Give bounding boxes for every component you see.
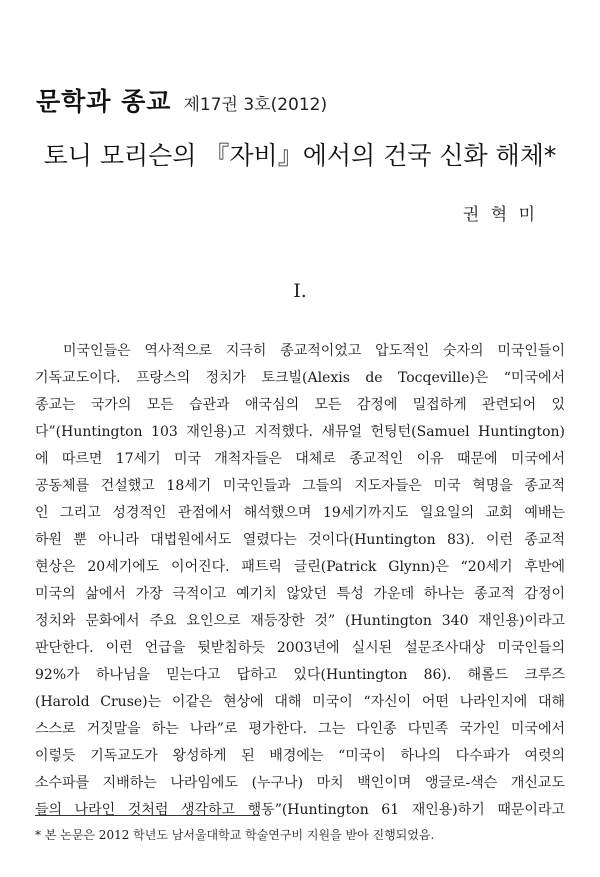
body-line: 들의 나라인 것처럼 생각하고 행동”(Huntington 61 재인용)하기 때문이라고 [35,802,565,818]
article-title: 토니 모리슨의 『자비』에서의 건국 신화 해체* [43,141,557,170]
body-line: 현상은 20세기에도 이어진다. 패트릭 글린(Patrick Glynn)은 “20세기 후반에 [35,559,565,575]
article-author: 권 혁 미 [462,205,538,225]
body-line: 판단한다. 이런 언급을 뒷받침하듯 2003년에 실시된 설문조사대상 미국인들의 [35,640,565,656]
body-line: 스스로 거짓말을 하는 나라”로 평가한다. 그는 다인종 다민족 국가인 미국에서 [35,721,565,737]
journal-name: 문학과 종교 [36,87,172,116]
footnote-divider [35,815,260,816]
body-line: 공동체를 건설했고 18세기 미국인들과 그들의 지도자들은 미국 혁명을 종교적 [35,478,565,494]
body-line: 하원 뿐 아니라 대법원에서도 열렸다는 것이다(Huntington 83). 이런 종교적 [35,532,565,548]
journal-header [36,82,327,118]
body-line: 종교는 국가의 모든 습관과 애국심의 모든 감정에 밀접하게 관련되어 있 [35,397,565,413]
body-line: 기독교도이다. 프랑스의 정치가 토크빌(Alexis de Tocqeville)은 “미국에서 [35,370,565,386]
journal-issue: 제17권 3호(2012) [183,95,328,115]
body-line: (Harold Cruse)는 이같은 현상에 대해 미국이 “자신이 어떤 나라인지에 대해 [35,694,565,710]
body-line: 인 그리고 성경적인 관점에서 해석했으며 19세기까지도 일요일의 교회 예배는 [35,505,565,521]
body-line: 이렇듯 기독교도가 왕성하게 된 배경에는 “미국이 하나의 다수파가 여럿의 [35,748,565,764]
body-text [35,338,565,824]
body-line: 정치와 문화에서 주요 요인으로 재등장한 것” (Huntington 340 재인용)이라고 [35,613,565,629]
body-line: 미국의 삶에서 가장 극적이고 예기치 않았던 특성 가운데 하나는 종교적 감정이 [35,586,565,602]
footnote: * 본 논문은 2012 학년도 남서울대학교 학술연구비 지원을 받아 진행되었음. [35,828,435,842]
section-heading: I. [293,280,307,302]
body-line: 다”(Huntington 103 재인용)고 지적했다. 새뮤얼 헌팅턴(Samuel Huntington) [35,424,565,440]
body-line: 92%가 하나님을 믿는다고 답하고 있다(Huntington 86). 해롤드 크루즈 [35,667,565,683]
body-line: 소수파를 지배하는 나라임에도 (누구나) 마치 백인이며 앵글로-색슨 개신교도 [35,775,565,791]
body-line: 에 따르면 17세기 미국 개척자들은 대체로 종교적인 이유 때문에 미국에서 [35,451,565,467]
body-line: 미국인들은 역사적으로 지극히 종교적이었고 압도적인 숫자의 미국인들이 [63,343,565,359]
